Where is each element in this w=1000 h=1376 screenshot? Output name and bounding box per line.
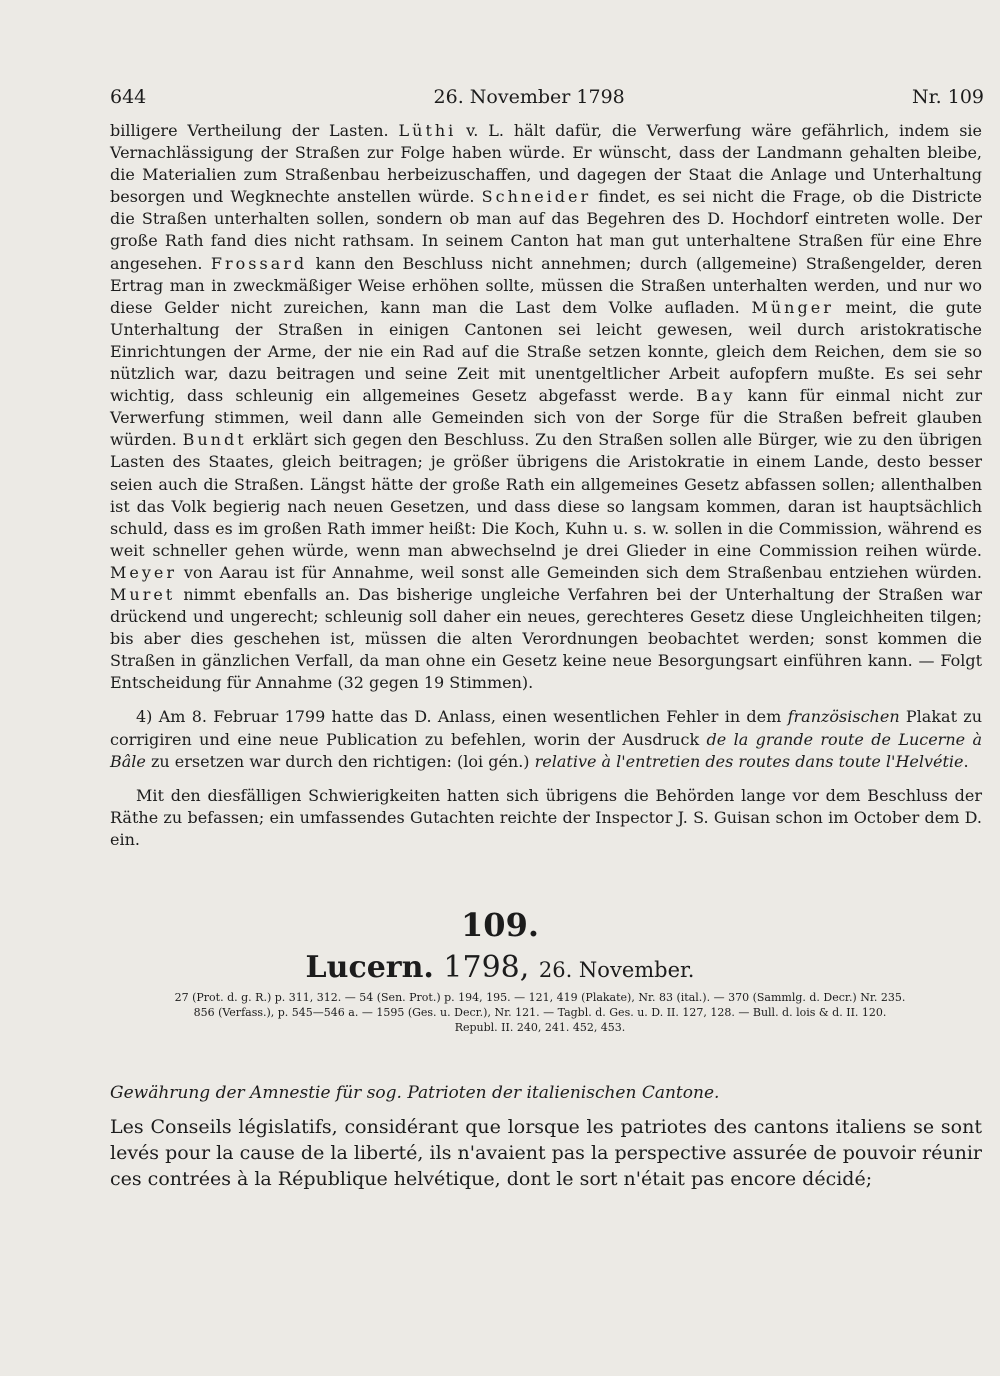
source-line: 27 (Prot. d. g. R.) p. 311, 312. — 54 (Sen. Prot.) p. 194, 195. — 121, 419 (Plakate), Nr. 83 (ital.). — 370 (Sammlg. d. Decr.) Nr. 235. bbox=[174, 991, 906, 1004]
main-text bbox=[110, 120, 982, 851]
decree-text: Les Conseils législatifs, considérant que lorsque les patriotes des cantons italiens se sont levés pour la cause de la liberté, ils n'avaient pas la perspective assurée de pouvoir réunir ces contrées à la République helvétique, dont le sort n'était pas encore décidé; bbox=[110, 1116, 982, 1190]
speaker-name: Frossard bbox=[210, 253, 308, 273]
header-date: 26. November 1798 bbox=[433, 86, 625, 108]
source-references bbox=[150, 990, 930, 1035]
header-document-number: Nr. 109 bbox=[912, 86, 984, 108]
document-rubric: Gewährung der Amnestie für sog. Patrioten der italienischen Cantone. bbox=[110, 1083, 720, 1103]
text-run: meint, die gute Unterhaltung der Straßen in einigen Cantonen sei leicht gewesen, weil durch aristokratische Einrichtungen der Arme, der nie ein Rad auf die Straße setzen konnte, gleich dem Reichen, dem sie so nützlich war, dazu beitragen und seine Zeit mit unentgeltlicher Arbeit aufopfern mußte. Es sei sehr wichtig, dass schleunig ein allgemeines Gesetz abgefasst werde. bbox=[110, 297, 983, 406]
speaker-name: Lüthi bbox=[398, 121, 457, 140]
text-run: billigere Vertheilung der Lasten. bbox=[110, 121, 399, 140]
heading-day: 26. November. bbox=[538, 958, 695, 982]
text-run: findet, es sei nicht die Frage, ob die Districte die Straßen unterhalten sollen, sondern ob man auf das Begehren des D. Hochdorf eintreten wolle. Der große Rath fand dies nicht rathsam. In seinem Canton hat man gut unterhaltene Straßen für eine Ehre angesehen. bbox=[110, 187, 983, 273]
italic-run: französischen bbox=[787, 707, 900, 727]
text-run: kann den Beschluss nicht annehmen; durch (allgemeine) Straßengelder, deren Ertrag man in zweckmäßiger Weise erhöhen sollte, müssen die Straßen unterhalten werden, und nur wo diese Gelder nicht zureichen, kann man die Last dem Volke aufladen. bbox=[110, 253, 983, 317]
running-header bbox=[110, 86, 984, 108]
text-run: erklärt sich gegen den Beschluss. Zu den Straßen sollen alle Bürger, wie zu den übrigen Lasten des Staates, gleich beitragen; je größer übrigens die Aristokratie in einem Lande, desto besser seien auch die Straßen. Längst hätte der große Rath ein allgemeines Gesetz abfassen sollen; allenthalben ist das Volk begierig nach neuen Gesetzen, und dass diese so langsam kommen, daran ist hauptsächlich schuld, dass es im großen Rath immer heißt: Die Koch, Kuhn u. s. w. sollen in die Commission, während es weit schneller gehen würde, wenn man abwechselnd je drei Glieder in eine Commission reihen würde. bbox=[110, 430, 982, 560]
text-run: von Aarau ist für Annahme, weil sonst alle Gemeinden sich dem Straßenbau entziehen würden. bbox=[177, 562, 982, 582]
document-heading bbox=[0, 950, 1000, 985]
text-run: zu ersetzen war durch den richtigen: (loi gén.) bbox=[145, 751, 535, 771]
speaker-name: Schneider bbox=[481, 187, 592, 207]
closing-paragraph: Mit den diesfälligen Schwierigkeiten hatten sich übrigens die Behörden lange vor dem Beschluss der Räthe zu befassen; ein umfassendes Gutachten reichte der Inspector J. S. Guisan schon im October dem D. ein. bbox=[110, 785, 982, 849]
debate-paragraph bbox=[110, 120, 982, 694]
text-run: v. L. hält dafür, die Verwerfung wäre gefährlich, indem sie Vernachlässigung der Straßen zur Folge haben würde. Er wünscht, dass der Landmann gehalten bleibe, die Materialien zum Straßenbau herbeizuschaffen, und dagegen der Staat die Anlage und Unterhaltung besorgen und Wegknechte anstellen würde. bbox=[110, 121, 983, 207]
italic-run: de la grande route de Lucerne à Bâle bbox=[110, 729, 983, 771]
source-line: 856 (Verfass.), p. 545—546 a. — 1595 (Ges. u. Decr.), Nr. 121. — Tagbl. d. Ges. u. D. II. 127, 128. — Bull. d. lois & d. II. 120. bbox=[193, 1006, 887, 1019]
heading-place: Lucern. bbox=[305, 950, 434, 985]
speaker-name: Bay bbox=[696, 386, 736, 406]
footnote-paragraph bbox=[110, 706, 982, 772]
heading-year: 1798, bbox=[443, 950, 530, 985]
speaker-name: Muret bbox=[110, 584, 176, 604]
italic-run: relative à l'entretien des routes dans toute l'Helvétie bbox=[534, 751, 964, 771]
text-run: 4) Am 8. Februar 1799 hatte das D. Anlass, einen wesentlichen Fehler in dem bbox=[136, 707, 788, 727]
document-number: 109. bbox=[461, 906, 539, 944]
page-number: 644 bbox=[110, 86, 147, 108]
text-run: kann für einmal nicht zur Verwerfung stimmen, weil dann alle Gemeinden sich von der Sorge für die Straßen befreit glauben würden. bbox=[110, 386, 982, 450]
text-run: nimmt ebenfalls an. Das bisherige ungleiche Verfahren bei der Unterhaltung der Straßen war drückend und ungerecht; schleunig soll daher ein neues, gerechteres Gesetz diese Ungleichheiten tilgen; bis aber dies geschehen ist, müssen die alten Verordnungen beobachtet werden; sonst kommen die Straßen in gänzlichen Verfall, da man ohne ein Gesetz keine neue Besorgungsart einführen kann. — Folgt Entscheidung für Annahme (32 gegen 19 Stimmen). bbox=[110, 584, 982, 693]
speaker-name: Münger bbox=[751, 297, 834, 317]
text-run: . bbox=[963, 751, 969, 771]
text-run: Plakat zu corrigiren und eine neue Publication zu befehlen, worin der Ausdruck bbox=[110, 707, 982, 749]
speaker-name: Meyer bbox=[110, 562, 178, 582]
speaker-name: Bundt bbox=[182, 430, 247, 450]
source-line: Republ. II. 240, 241. 452, 453. bbox=[454, 1021, 626, 1034]
